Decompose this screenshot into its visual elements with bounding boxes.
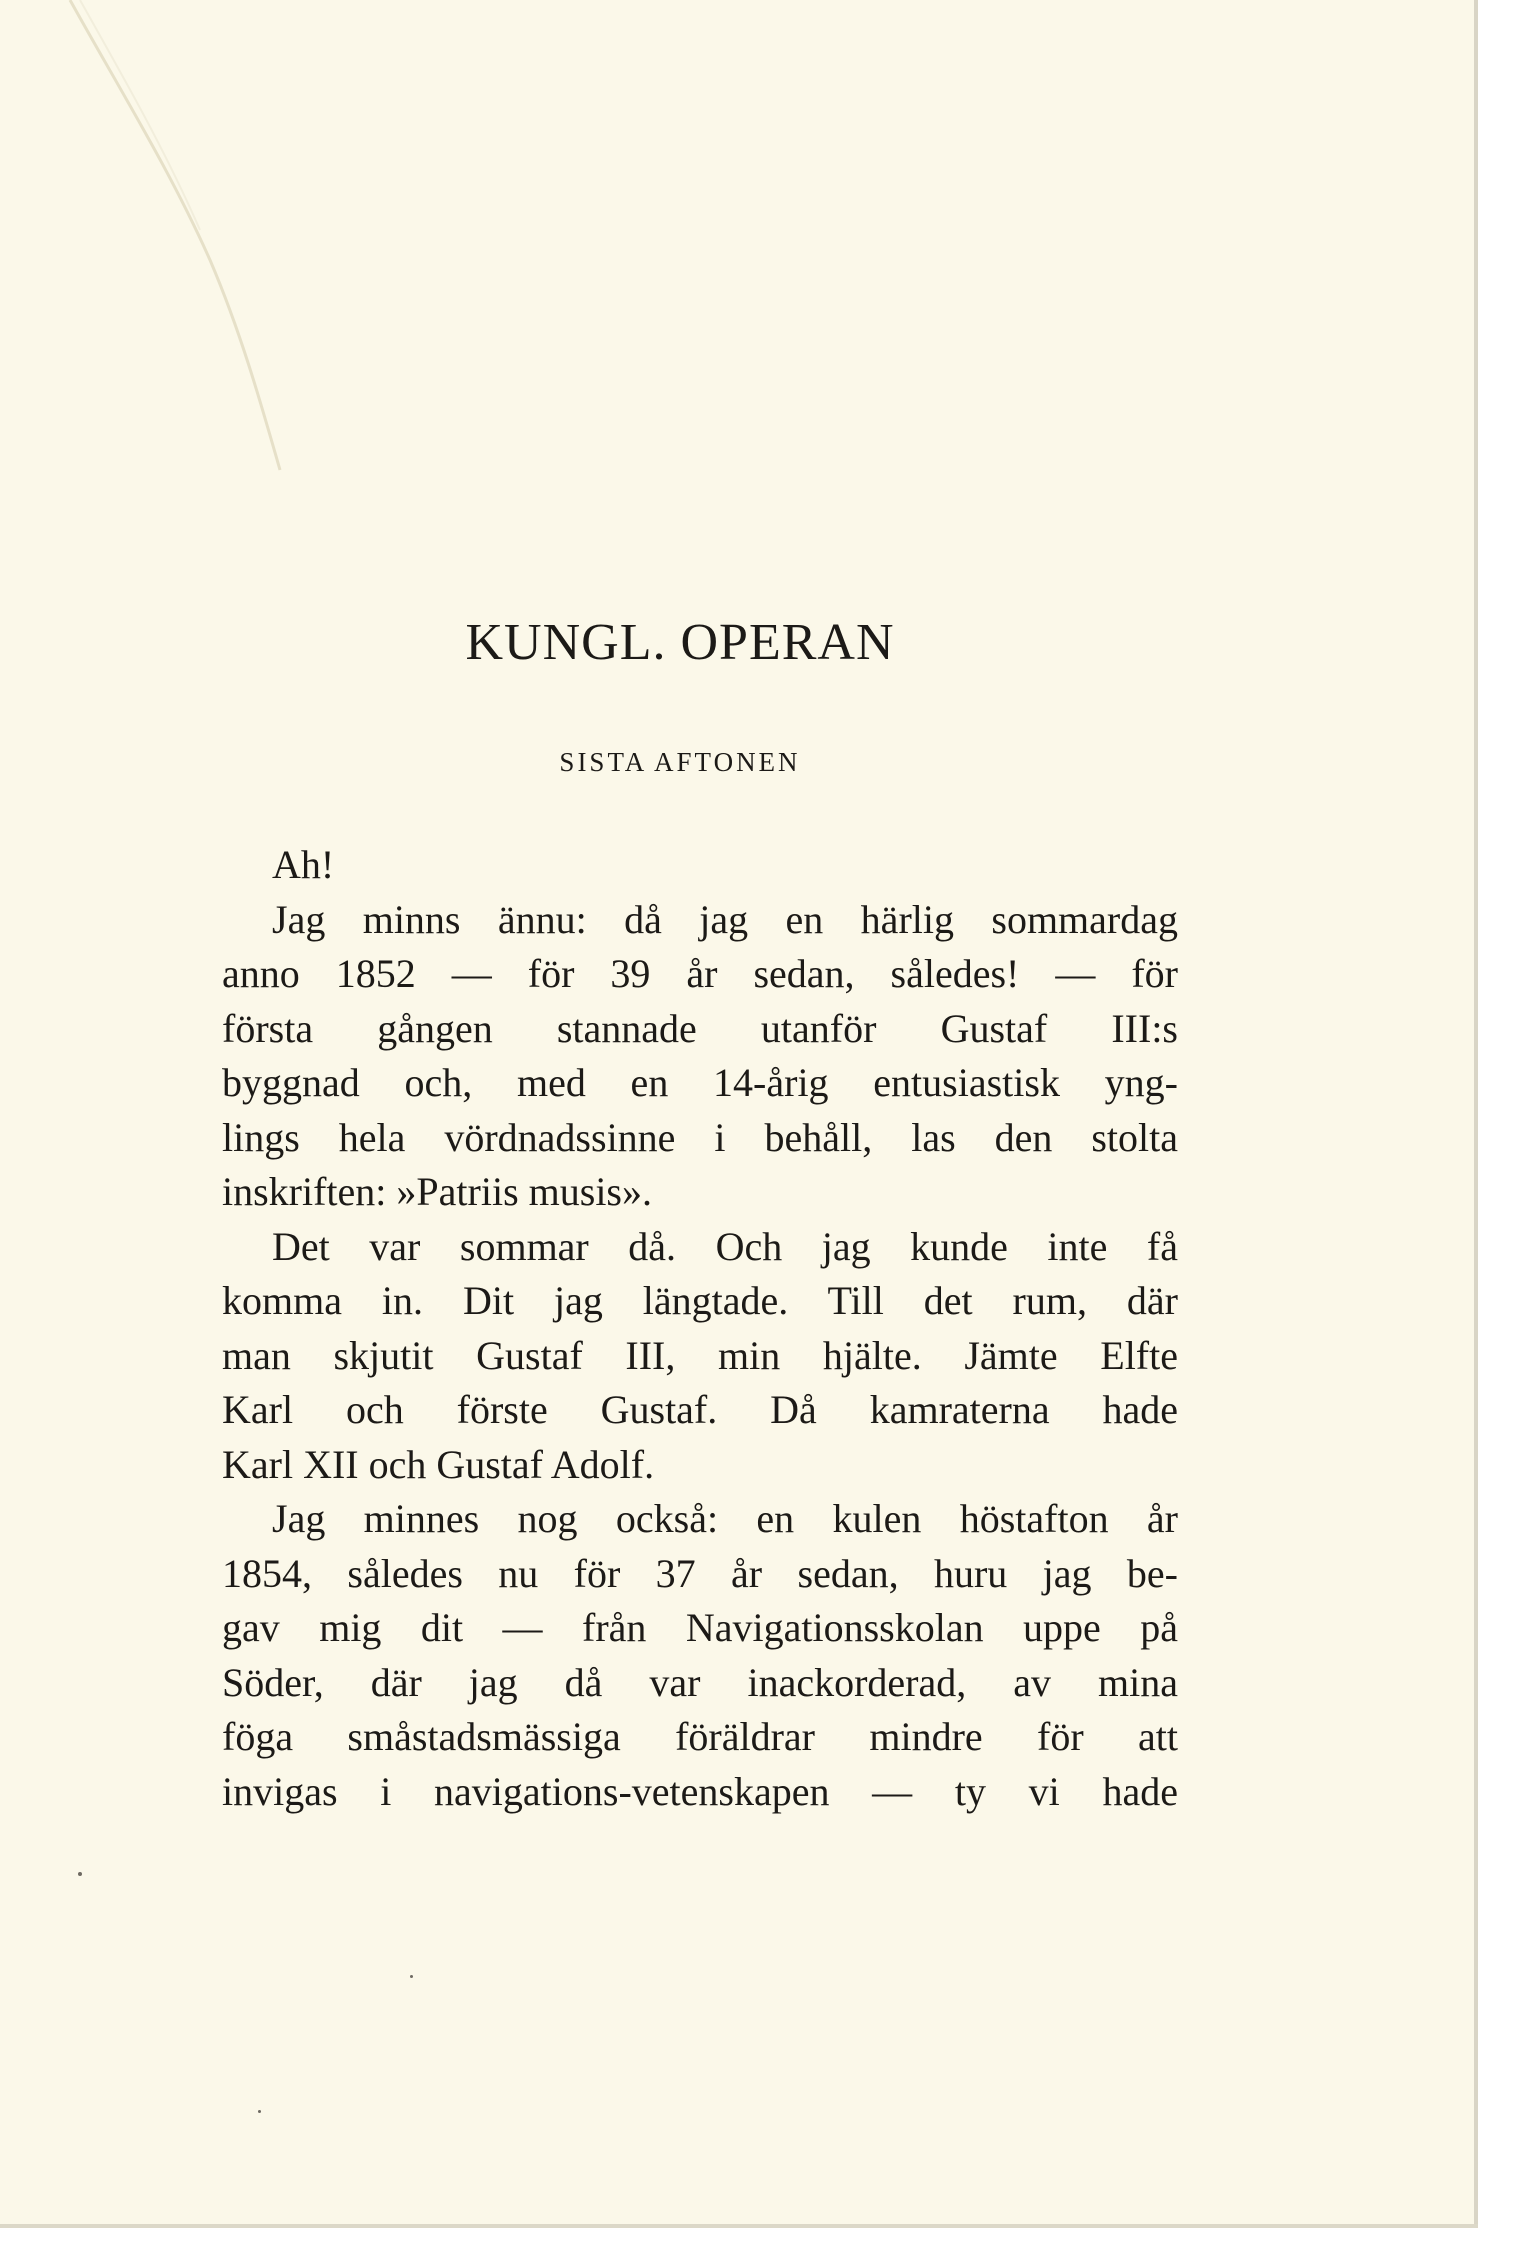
paper-speck <box>410 1975 413 1978</box>
page-subtitle: SISTA AFTONEN <box>559 747 801 777</box>
text-line: anno 1852 — för 39 år sedan, således! — för <box>222 951 1178 996</box>
body-text <box>222 838 1178 1819</box>
paper-speck <box>78 1872 82 1876</box>
page-title: KUNGL. OPERAN <box>465 614 895 671</box>
text-line: komma in. Dit jag längtade. Till det rum, där <box>222 1278 1178 1323</box>
text-line: föga småstadsmässiga föräldrar mindre för att <box>222 1714 1178 1759</box>
text-line: byggnad och, med en 14-årig entusiastisk yng- <box>222 1060 1178 1105</box>
text-line: Ah! <box>272 842 335 887</box>
paper-crease <box>0 0 400 500</box>
text-line: inskriften: »Patriis musis». <box>222 1169 652 1214</box>
text-line: man skjutit Gustaf III, min hjälte. Jämte Elfte <box>222 1332 1178 1378</box>
text-line: Karl XII och Gustaf Adolf. <box>222 1441 655 1487</box>
text-line: Söder, där jag då var inackorderad, av mina <box>222 1659 1178 1705</box>
paper-speck <box>258 2110 261 2113</box>
text-line: lings hela vördnadssinne i behåll, las den stolta <box>222 1114 1178 1160</box>
text-line: första gången stannade utanför Gustaf III:s <box>222 1005 1178 1051</box>
text-block <box>222 610 1178 1819</box>
text-line: Det var sommar då. Och jag kunde inte få <box>272 1223 1178 1269</box>
text-line: invigas i navigations-vetenskapen — ty vi hade <box>222 1768 1178 1814</box>
text-line: 1854, således nu för 37 år sedan, huru jag be- <box>222 1550 1178 1596</box>
text-line: Karl och förste Gustaf. Då kamraterna hade <box>222 1387 1178 1432</box>
page-edge-bottom <box>0 2224 1478 2228</box>
text-line: Jag minns ännu: då jag en härlig sommardag <box>272 896 1178 942</box>
text-line: Jag minnes nog också: en kulen höstafton år <box>272 1496 1178 1541</box>
page-edge-right <box>1474 0 1478 2224</box>
text-line: gav mig dit — från Navigationsskolan uppe på <box>222 1605 1178 1650</box>
